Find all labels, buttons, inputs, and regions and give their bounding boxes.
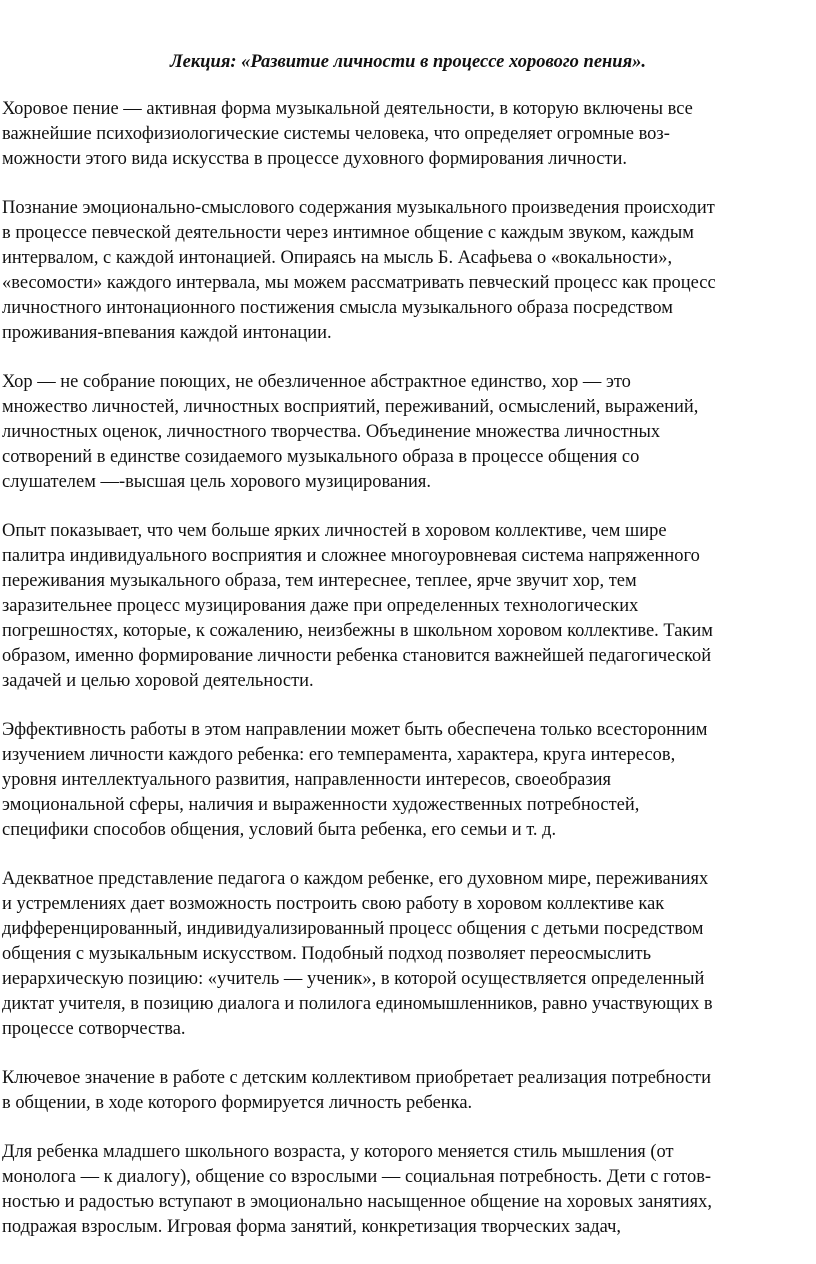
text-line: погрешностях, которые, к сожалению, неизбежны в школьном хоровом коллективе. Таким (2, 621, 713, 641)
text-line: можности этого вида искусства в процессе духовного формирования личности. (2, 149, 627, 169)
text-line: интервалом, с каждой интонацией. Опираясь на мысль Б. Асафьева о «вокальности», (2, 248, 673, 268)
text-line: важнейшие психофизиологические системы человека, что определяет огромные воз- (2, 124, 670, 144)
text-line: в процессе певческой деятельности через интимное общение с каждым звуком, каждым (2, 223, 694, 243)
text-line: и устремлениях дает возможность построить свою работу в хоровом коллективе как (2, 894, 665, 914)
text-line: переживания музыкального образа, тем интереснее, теплее, ярче звучит хор, тем (2, 571, 637, 591)
text-line: Для ребенка младшего школьного возраста, у которого меняется стиль мышления (от (2, 1142, 674, 1162)
paragraph-3 (2, 370, 814, 495)
document-title: Лекция: «Развитие личности в процессе хорового пения». (169, 52, 646, 72)
text-line: ностью и радостью вступают в эмоционально насыщенное общение на хоровых занятиях, (2, 1192, 712, 1212)
text-line: уровня интеллектуального развития, направленности интересов, своеобразия (2, 770, 612, 790)
text-line: личностных оценок, личностного творчества. Объединение множества личностных (2, 422, 661, 442)
text-line: Познание эмоционально-смыслового содержания музыкального произведения происходит (2, 198, 715, 218)
text-line: палитра индивидуального восприятия и сложнее многоуровневая система напряженного (2, 546, 700, 566)
text-line: слушателем —-высшая цель хорового музицирования. (2, 472, 431, 492)
text-line: общения с музыкальным искусством. Подобный подход позволяет переосмыслить (2, 944, 652, 964)
text-line: заразительнее процесс музицирования даже при определенных технологических (2, 596, 639, 616)
document-body (2, 97, 814, 1264)
paragraph-4 (2, 519, 814, 694)
text-line: иерархическую позицию: «учитель — ученик», в которой осуществляется определенный (2, 969, 705, 989)
text-line: личностного интонационного постижения смысла музыкального образа посредством (2, 298, 673, 318)
text-line: задачей и целью хоровой деятельности. (2, 671, 314, 691)
text-line: образом, именно формирование личности ребенка становится важнейшей педагогической (2, 646, 712, 666)
text-line: Адекватное представление педагога о каждом ребенке, его духовном мире, переживаниях (2, 869, 709, 889)
text-line: множество личностей, личностных восприятий, переживаний, осмыслений, выражений, (2, 397, 699, 417)
paragraph-8 (2, 1140, 814, 1240)
text-line: специфики способов общения, условий быта ребенка, его семьи и т. д. (2, 820, 557, 840)
text-line: Эффективность работы в этом направлении может быть обеспечена только всесторонним (2, 720, 708, 740)
text-line: Хор — не собрание поющих, не обезличенное абстрактное единство, хор — это (2, 372, 631, 392)
text-line: диктат учителя, в позицию диалога и полилога единомышленников, равно участвующих в (2, 994, 713, 1014)
paragraph-7 (2, 1066, 814, 1116)
paragraph-5 (2, 718, 814, 843)
text-line: проживания-впевания каждой интонации. (2, 323, 332, 343)
text-line: дифференцированный, индивидуализированный процесс общения с детьми посредством (2, 919, 704, 939)
paragraph-2 (2, 196, 814, 346)
text-line: «весомости» каждого интервала, мы можем рассматривать певческий процесс как процесс (2, 273, 716, 293)
paragraph-1 (2, 97, 814, 172)
paragraph-6 (2, 867, 814, 1042)
text-line: эмоциональной сферы, наличия и выраженности художественных потребностей, (2, 795, 640, 815)
text-line: в общении, в ходе которого формируется личность ребенка. (2, 1093, 473, 1113)
text-line: Хоровое пение — активная форма музыкальной деятельности, в которую включены все (2, 99, 693, 119)
text-line: Опыт показывает, что чем больше ярких личностей в хоровом коллективе, чем шире (2, 521, 667, 541)
text-line: Ключевое значение в работе с детским коллективом приобретает реализация потребности (2, 1068, 712, 1088)
text-line: изучением личности каждого ребенка: его темперамента, характера, круга интересов, (2, 745, 676, 765)
text-line: сотворений в единстве созидаемого музыкального образа в процессе общения со (2, 447, 640, 467)
text-line: монолога — к диалогу), общение со взрослыми — социальная потребность. Дети с готов- (2, 1167, 712, 1187)
text-line: подражая взрослым. Игровая форма занятий, конкретизация творческих задач, (2, 1217, 621, 1237)
text-line: процессе сотворчества. (2, 1019, 186, 1039)
